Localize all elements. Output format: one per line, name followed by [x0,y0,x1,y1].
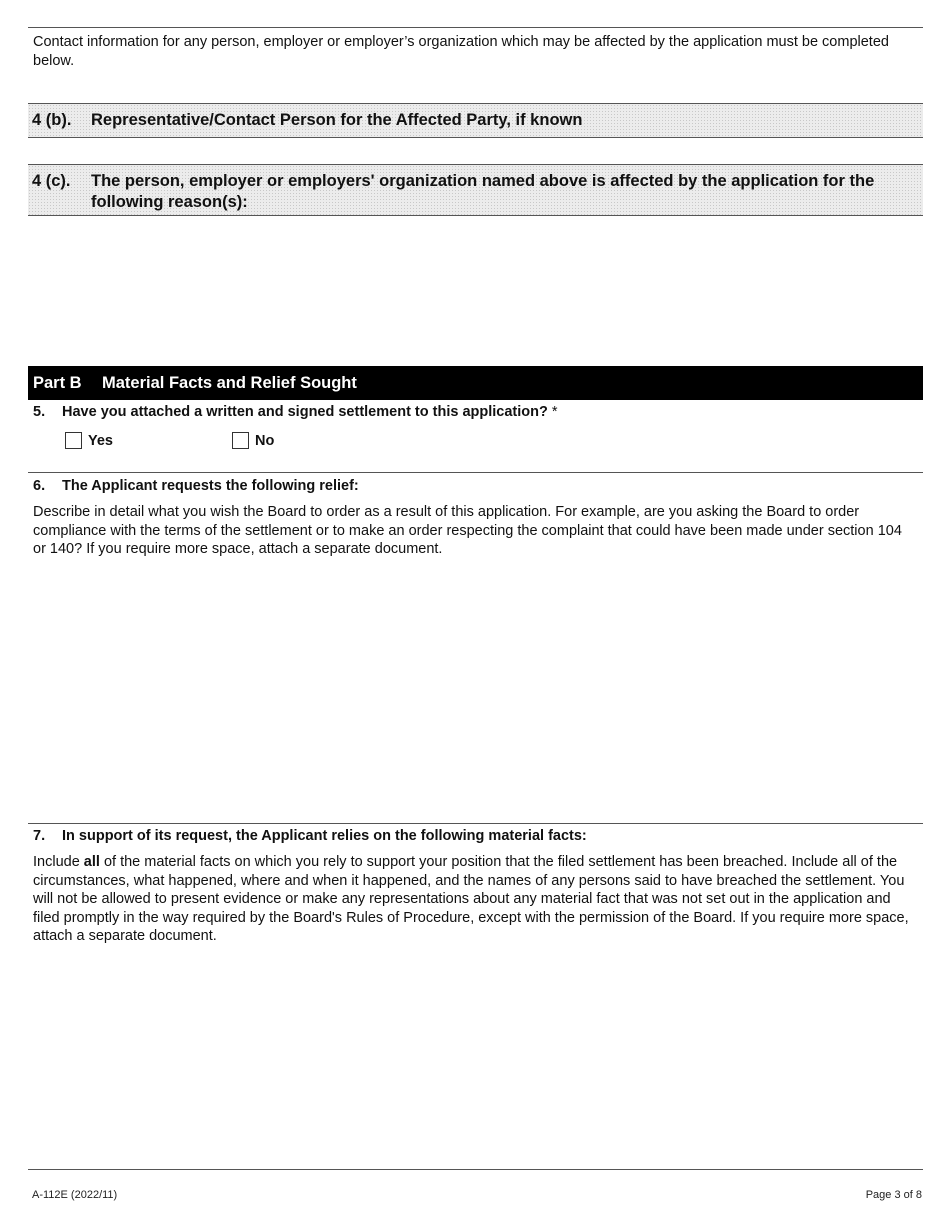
part-b-label: Part B [33,373,82,392]
question-6-description: Describe in detail what you wish the Board to order as a result of this application. For example, are you asking the Board to order compliance with the terms of the settlement or to make an order respecting the complaint that could have been made under section 104 or 140? If you require more space, attach a separate document. [33,504,902,557]
question-6 [33,478,359,494]
section-4c-number: 4 (c). [32,172,71,190]
option-no[interactable] [232,432,274,449]
section-4b-number: 4 (b). [32,111,72,129]
required-marker: * [551,404,558,420]
form-page [28,0,923,1230]
question-7 [33,828,587,844]
question-5-number: 5. [33,404,46,420]
footer-divider [28,1169,923,1170]
no-checkbox[interactable] [232,432,249,449]
q7-desc-bold: all [83,854,100,870]
form-code: A-112E (2022/11) [32,1189,118,1201]
question-6-text: The Applicant requests the following relief: [62,478,359,494]
divider-q7 [28,823,923,824]
section-4b-header [28,103,923,138]
q7-desc-rest: of the material facts on which you rely to support your position that the filed settlement has been breached. Include all of the circumstances, what happened, where and when it happened, and the names of any persons said to have breached the settlement. You will not be allowed to present evidence or make any representations about any material fact that was not set out in the application and filed promptly in the way required by the Board's Rules of Procedure, except with the permission of the Board. If you require more space, attach a separate document. [33,854,909,944]
divider-q6 [28,472,923,473]
question-7-text: In support of its request, the Applicant relies on the following material facts: [62,828,587,844]
question-5-text: Have you attached a written and signed settlement to this application? [62,404,548,420]
no-label: No [255,432,275,449]
q7-desc-prefix: Include [33,854,84,870]
question-7-number: 7. [33,828,46,844]
part-b-header [28,366,923,400]
top-divider [28,27,923,28]
question-5 [33,404,558,420]
section-4c-header [28,164,923,216]
question-7-description [33,853,918,946]
yes-checkbox[interactable] [65,432,82,449]
option-yes[interactable] [65,432,113,449]
yes-label: Yes [88,432,113,449]
question-6-number: 6. [33,478,46,494]
page-number: Page 3 of 8 [865,1189,922,1201]
part-b-title: Material Facts and Relief Sought [102,373,357,392]
section-4b-title: Representative/Contact Person for the Affected Party, if known [91,111,583,129]
section-4c-title: The person, employer or employers' organization named above is affected by the application for the following reason(s): [91,172,875,211]
intro-text: Contact information for any person, employer or employer’s organization which may be affected by the application must be completed below. [33,34,889,69]
